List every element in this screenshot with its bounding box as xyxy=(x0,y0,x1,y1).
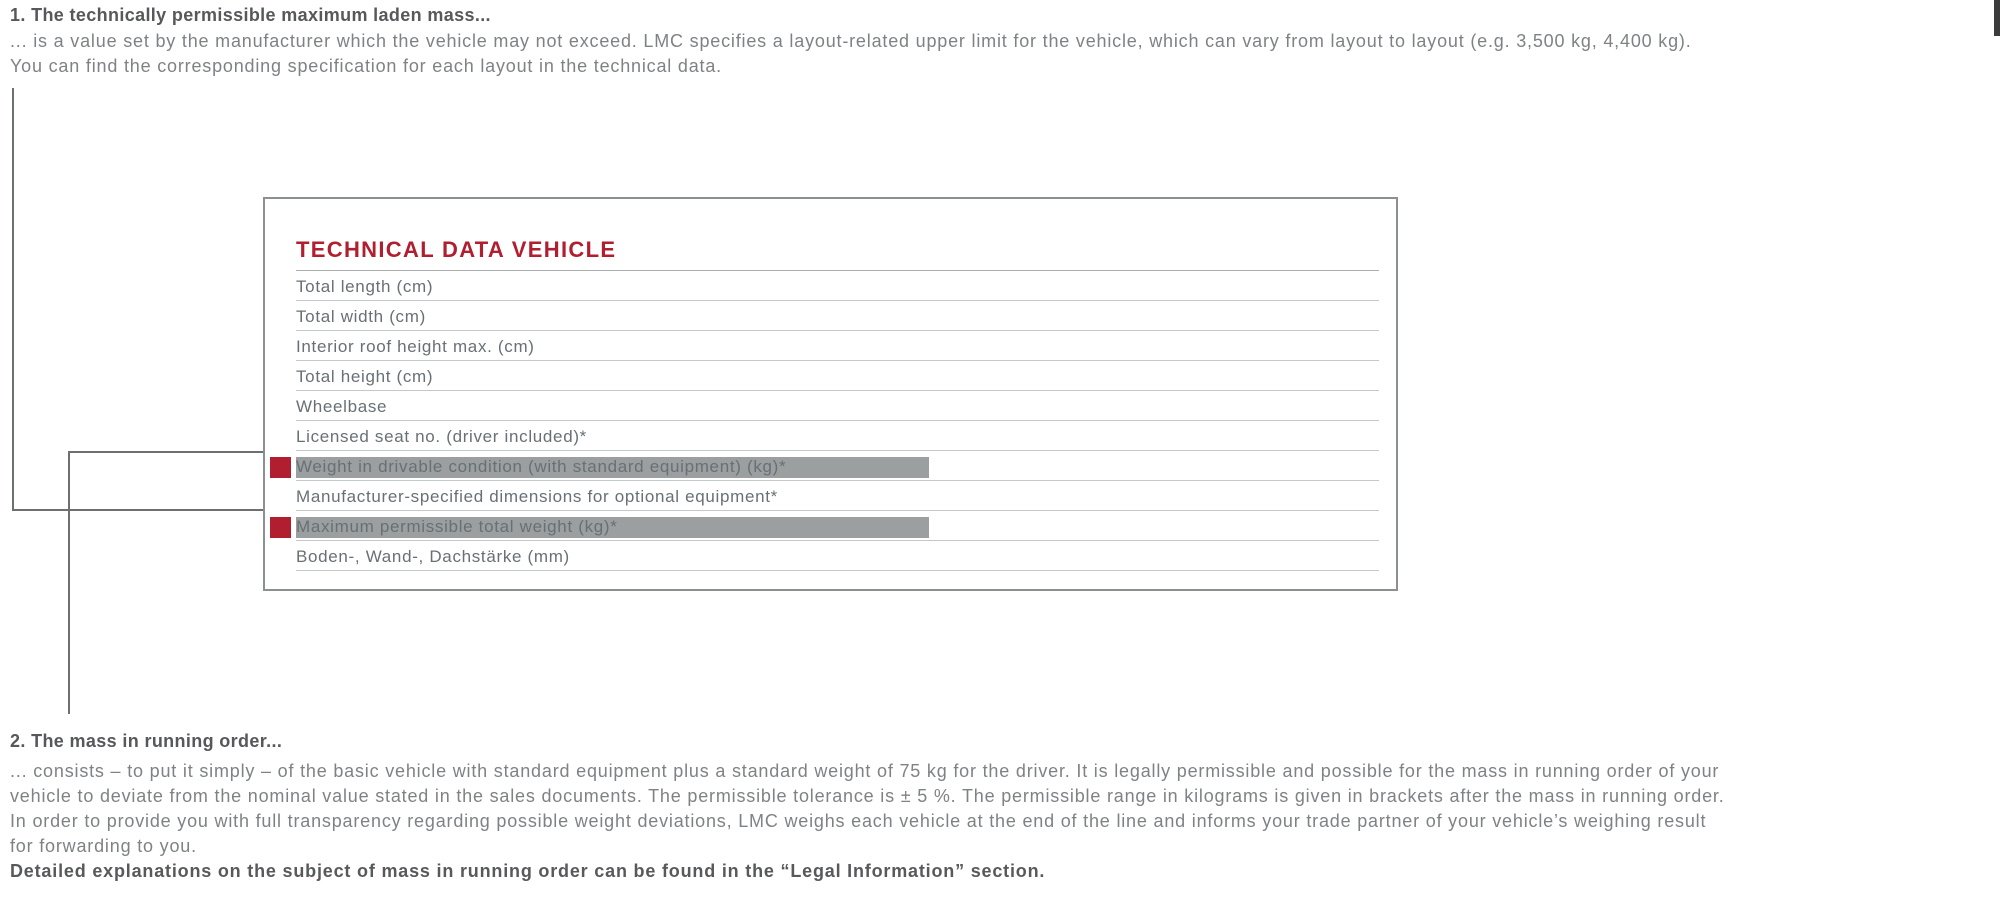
section2-bold-note: Detailed explanations on the subject of mass in running order can be found in the “Legal Information” section. xyxy=(10,861,1046,881)
table-row xyxy=(296,301,1379,331)
red-marker-icon xyxy=(270,517,291,538)
table-row-label: Wheelbase xyxy=(296,397,388,416)
table-row xyxy=(296,541,1379,571)
table-title: TECHNICAL DATA VEHICLE xyxy=(296,237,1379,271)
table-row-weight-drivable-highlighted xyxy=(296,451,1379,481)
table-row-label: Total width (cm) xyxy=(296,307,426,326)
technical-data-table xyxy=(296,237,1379,571)
table-row xyxy=(296,331,1379,361)
section2-line-1: ... consists – to put it simply – of the basic vehicle with standard equipment plus a standard weight of 75 kg for the driver. It is legally permissible and possible for the mass in running order of your xyxy=(10,761,1720,781)
connector-line-vertical-1 xyxy=(12,88,14,511)
section1-line-2: You can find the corresponding specification for each layout in the technical data. xyxy=(10,56,722,76)
table-row-label: Total length (cm) xyxy=(296,277,434,296)
section2-line-3: In order to provide you with full transparency regarding possible weight deviations, LMC weighs each vehicle at the end of the line and informs your trade partner of your vehicle’s weighing result xyxy=(10,811,1707,831)
table-row-label: Manufacturer-specified dimensions for optional equipment* xyxy=(296,487,778,506)
table-row-label: Maximum permissible total weight (kg)* xyxy=(296,517,618,536)
section2-line-2: vehicle to deviate from the nominal value stated in the sales documents. The permissible tolerance is ± 5 %. The permissible range in kilograms is given in brackets after the mass in running order. xyxy=(10,786,1725,806)
table-row xyxy=(296,361,1379,391)
technical-data-box xyxy=(263,197,1398,591)
section2-line-4: for forwarding to you. xyxy=(10,836,197,856)
table-row-label: Total height (cm) xyxy=(296,367,434,386)
connector-line-horizontal-1 xyxy=(12,509,270,511)
table-row-label: Boden-, Wand-, Dachstärke (mm) xyxy=(296,547,570,566)
connector-line-horizontal-2 xyxy=(68,451,270,453)
page-edge-mark xyxy=(1994,0,2000,36)
table-row-label: Weight in drivable condition (with standard equipment) (kg)* xyxy=(296,457,787,476)
connector-line-vertical-2 xyxy=(68,451,70,714)
table-row-label: Interior roof height max. (cm) xyxy=(296,337,535,356)
table-row xyxy=(296,481,1379,511)
table-row-max-total-weight-highlighted xyxy=(296,511,1379,541)
table-row xyxy=(296,391,1379,421)
section1-heading: 1. The technically permissible maximum laden mass... xyxy=(10,5,491,25)
table-row-label: Licensed seat no. (driver included)* xyxy=(296,427,587,446)
table-row xyxy=(296,421,1379,451)
table-row xyxy=(296,271,1379,301)
section1-line-1: ... is a value set by the manufacturer which the vehicle may not exceed. LMC specifies a layout-related upper limit for the vehicle, which can vary from layout to layout (e.g. 3,500 kg, 4,400 kg). xyxy=(10,31,1692,51)
section2-heading: 2. The mass in running order... xyxy=(10,731,283,751)
red-marker-icon xyxy=(270,457,291,478)
